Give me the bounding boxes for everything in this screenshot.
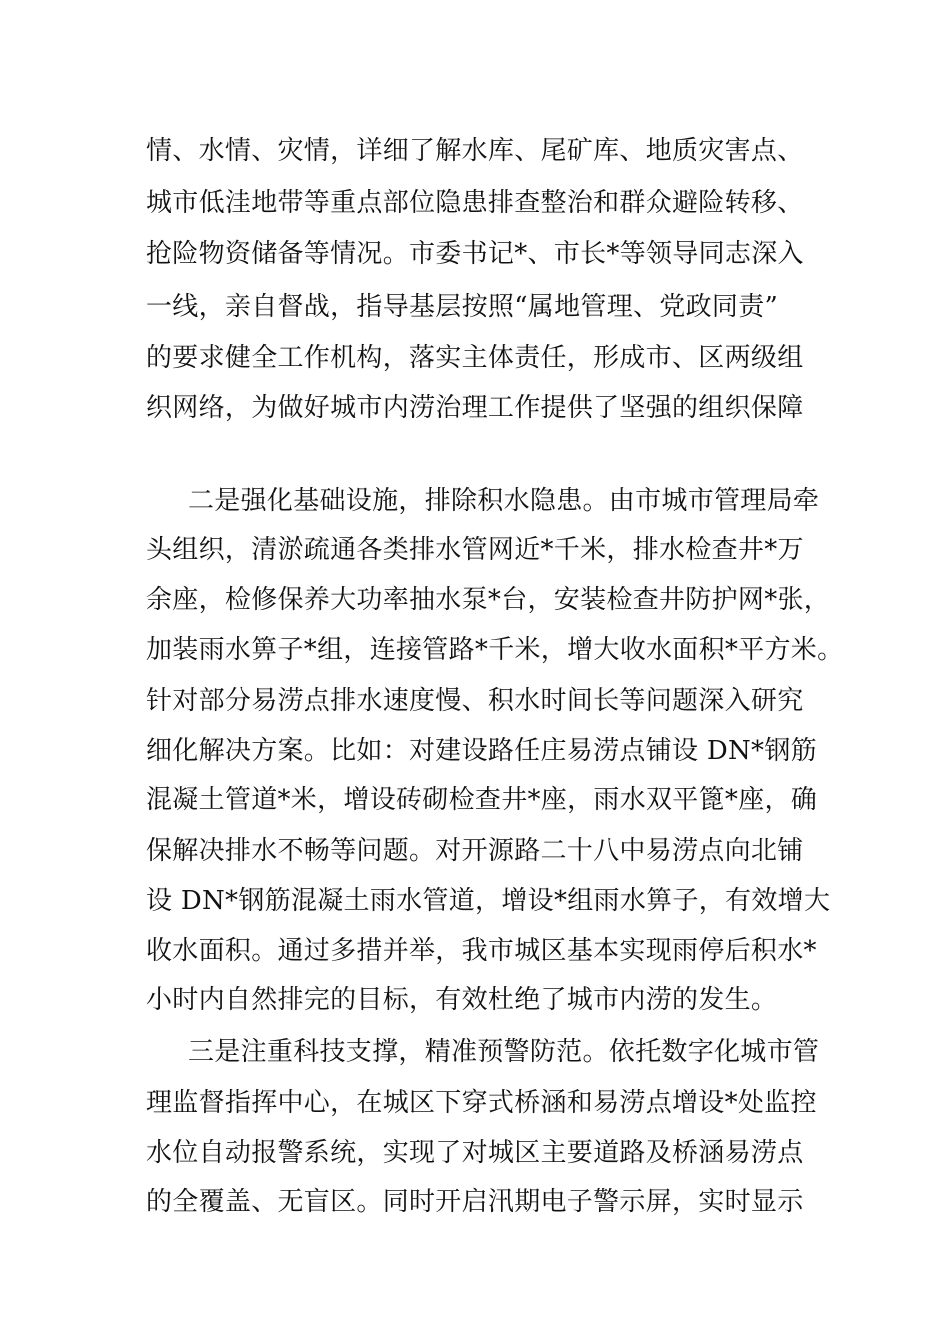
text-line: 理监督指挥中心，在城区下穿式桥涵和易涝点增设*处监控 (146, 1088, 817, 1118)
text-line: 保解决排水不畅等问题。对开源路二十八中易涝点向北铺 (146, 836, 804, 866)
text-line: 水位自动报警系统，实现了对城区主要道路及桥涵易涝点 (146, 1138, 804, 1168)
text-line: 小时内自然排完的目标，有效杜绝了城市内涝的发生。 (146, 985, 778, 1015)
text-line: 细化解决方案。比如：对建设路任庄易涝点铺设 DN*钢筋 (146, 736, 817, 766)
text-line: 情、水情、灾情，详细了解水库、尾矿库、地质灾害点、 (146, 136, 804, 166)
text-line: 设 DN*钢筋混凝土雨水管道，增设*组雨水箅子，有效增大 (146, 886, 831, 916)
paragraph-3-first-line: 三是注重科技支撑，精准预警防范。依托数字化城市管 (188, 1037, 820, 1067)
text-line: 一线，亲自督战，指导基层按照“属地管理、党政同责” (146, 292, 779, 322)
text-line: 头组织，清淤疏通各类排水管网近*千米，排水检查井*万 (146, 535, 804, 565)
text-line: 混凝土管道*米，增设砖砌检查井*座，雨水双平篦*座，确 (146, 785, 818, 815)
text-line: 的全覆盖、无盲区。同时开启汛期电子警示屏，实时显示 (146, 1187, 804, 1217)
text-line: 收水面积。通过多措并举，我市城区基本实现雨停后积水* (146, 936, 817, 966)
text-line: 织网络，为做好城市内涝治理工作提供了坚强的组织保障 (146, 393, 804, 423)
text-line: 余座，检修保养大功率抽水泵*台，安装检查井防护网*张， (146, 585, 831, 615)
text-line: 抢险物资储备等情况。市委书记*、市长*等领导同志深入 (146, 239, 804, 269)
text-line: 针对部分易涝点排水速度慢、积水时间长等问题深入研究 (146, 686, 804, 716)
paragraph-2-first-line: 二是强化基础设施，排除积水隐患。由市城市管理局牵 (188, 486, 820, 516)
text-line: 的要求健全工作机构，落实主体责任，形成市、区两级组 (146, 343, 804, 373)
text-line: 城市低洼地带等重点部位隐患排查整治和群众避险转移、 (146, 188, 804, 218)
text-line: 加装雨水箅子*组，连接管路*千米，增大收水面积*平方米。 (146, 635, 844, 665)
